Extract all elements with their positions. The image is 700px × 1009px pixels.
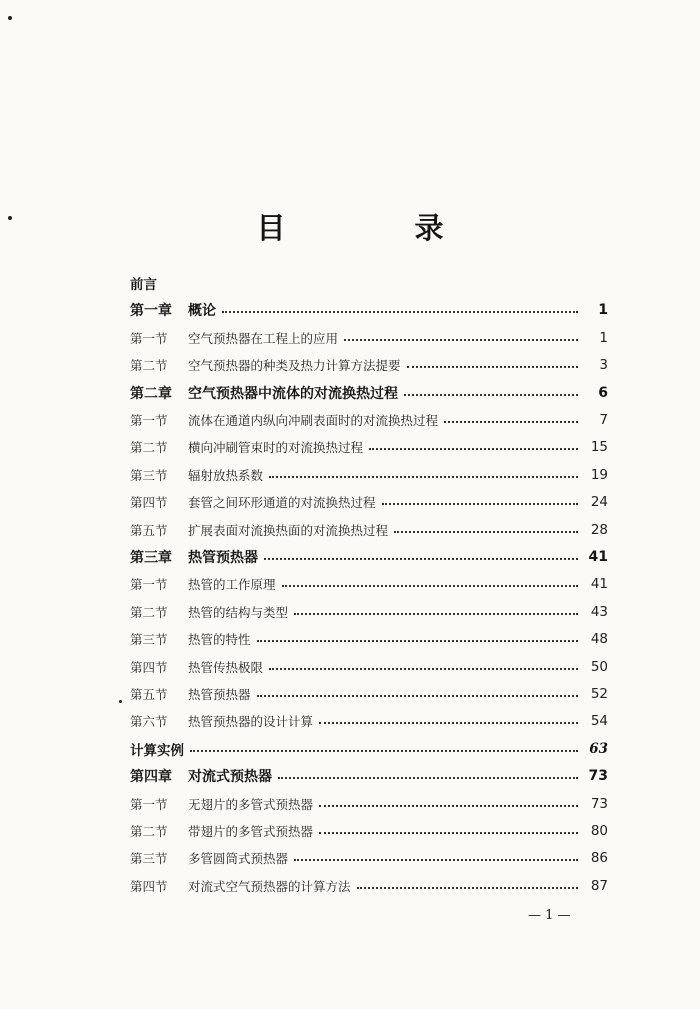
toc-entry-title: 空气预热器中流体的对流换热过程 bbox=[188, 385, 398, 402]
toc-section-entry bbox=[130, 573, 608, 595]
toc-chapter-entry bbox=[130, 382, 608, 404]
toc-leader-dots bbox=[319, 832, 578, 834]
toc-entry-label: 第二节 bbox=[130, 824, 168, 839]
toc-leader-dots bbox=[264, 558, 578, 560]
toc-leader-dots bbox=[319, 805, 578, 807]
toc-entry-page: 50 bbox=[590, 658, 608, 675]
toc-entry-page: 41 bbox=[588, 549, 608, 565]
toc-entry-title: 热管预热器 bbox=[188, 550, 258, 566]
toc-section-entry bbox=[130, 601, 608, 623]
toc-entry-label: 第二节 bbox=[130, 604, 168, 620]
toc-leader-dots bbox=[222, 311, 578, 313]
toc-entry-page: 63 bbox=[589, 740, 608, 757]
toc-section-entry bbox=[130, 491, 608, 513]
toc-section-entry bbox=[130, 656, 608, 678]
toc-section-entry bbox=[130, 710, 608, 732]
toc-entry-page: 73 bbox=[590, 795, 608, 812]
toc-entry-label: 第一节 bbox=[130, 330, 168, 346]
toc-entry-title: 横向冲刷管束时的对流换热过程 bbox=[188, 440, 364, 456]
toc-leader-dots bbox=[257, 640, 578, 642]
toc-entry-label: 第六节 bbox=[130, 714, 168, 730]
toc-entry-label: 第一节 bbox=[130, 796, 168, 812]
toc-entry-page: 48 bbox=[590, 631, 608, 648]
toc-entry-page: 3 bbox=[599, 357, 608, 374]
toc-entry-page: 1 bbox=[599, 329, 608, 346]
toc-leader-dots bbox=[282, 585, 578, 587]
toc-entry-label: 第四章 bbox=[130, 769, 172, 786]
toc-entry-title: 热管的结构与类型 bbox=[188, 604, 289, 620]
toc-section-entry bbox=[130, 436, 608, 458]
toc-leader-dots bbox=[357, 887, 578, 889]
toc-entry-title: 辐射放热系数 bbox=[188, 467, 264, 483]
toc-section-entry bbox=[130, 519, 608, 541]
toc-leader-dots bbox=[382, 503, 578, 505]
toc-leader-dots bbox=[404, 394, 578, 396]
toc-entry-label: 第五节 bbox=[130, 522, 168, 538]
toc-section-entry bbox=[130, 464, 608, 486]
toc-entry-title: 空气预热器的种类及热力计算方法提要 bbox=[188, 358, 401, 374]
toc-leader-dots bbox=[444, 421, 578, 423]
toc-entry-title: 对流式空气预热器的计算方法 bbox=[188, 878, 351, 894]
toc-entry-label: 第三节 bbox=[130, 632, 168, 648]
toc-entry-page: 24 bbox=[590, 494, 608, 511]
toc-entry-title: 扩展表面对流换热面的对流换热过程 bbox=[188, 522, 389, 538]
toc-entry-page: 6 bbox=[598, 384, 608, 401]
toc-section-entry bbox=[130, 628, 608, 650]
toc-entry-label: 第四节 bbox=[130, 878, 168, 894]
toc-entry-title: 套管之间环形通道的对流换热过程 bbox=[188, 495, 376, 511]
toc-leader-dots bbox=[369, 448, 578, 450]
scan-speck bbox=[119, 700, 122, 703]
toc-leader-dots bbox=[257, 695, 578, 697]
toc-chapter-entry bbox=[130, 299, 608, 321]
toc-entry-label: 第三章 bbox=[130, 550, 172, 566]
toc-entry-title: 带翅片的多管式预热器 bbox=[188, 824, 314, 839]
toc-entry-label: 第一章 bbox=[130, 303, 172, 320]
toc-entry-label: 第三节 bbox=[130, 467, 168, 483]
toc-entry-label: 第二节 bbox=[130, 358, 168, 374]
toc-section-entry bbox=[130, 327, 608, 349]
toc-entry-title: 热管预热器 bbox=[188, 687, 251, 702]
toc-entry-title: 计算实例 bbox=[130, 742, 184, 759]
toc-section-entry bbox=[130, 409, 608, 431]
toc-entry-title: 热管的工作原理 bbox=[188, 577, 276, 593]
toc-chapter-entry bbox=[130, 546, 608, 568]
toc-section-entry bbox=[130, 354, 608, 376]
toc-entry-page: 1 bbox=[598, 302, 608, 319]
toc-entry-page: 41 bbox=[590, 576, 608, 593]
toc-section-entry bbox=[130, 683, 608, 705]
toc-leader-dots bbox=[407, 366, 578, 368]
toc-leader-dots bbox=[394, 531, 578, 533]
toc-entry-label: 第三节 bbox=[130, 851, 168, 867]
toc-entry-page: 73 bbox=[588, 768, 608, 785]
toc-entry-page: 54 bbox=[590, 713, 608, 730]
page-number: — 1 — bbox=[528, 908, 571, 923]
toc-leader-dots bbox=[269, 668, 578, 670]
toc-entry-title: 热管的特性 bbox=[188, 632, 251, 648]
page-title: 目 录 bbox=[256, 211, 494, 245]
toc-entry-title: 热管传热极限 bbox=[188, 659, 264, 675]
toc-leader-dots bbox=[294, 859, 578, 861]
toc-section-entry bbox=[130, 847, 608, 869]
toc-entry-title: 多管圆筒式预热器 bbox=[188, 851, 289, 867]
toc-entry-page: 86 bbox=[590, 850, 608, 867]
toc-entry-title: 前言 bbox=[130, 277, 157, 293]
toc-entry-label: 第一节 bbox=[130, 413, 168, 428]
toc-entry-page: 15 bbox=[590, 439, 608, 456]
toc-entry-page: 52 bbox=[590, 686, 608, 702]
toc-entry-label: 第五节 bbox=[130, 687, 168, 702]
toc-leader-dots bbox=[278, 777, 578, 779]
toc-section-entry bbox=[130, 875, 608, 897]
toc-entry-page: 43 bbox=[590, 603, 608, 620]
toc-entry bbox=[130, 738, 608, 760]
toc-entry-title: 空气预热器在工程上的应用 bbox=[188, 330, 339, 346]
toc-section-entry bbox=[130, 820, 608, 842]
toc-entry-title: 无翅片的多管式预热器 bbox=[188, 796, 314, 812]
toc-entry-label: 第二章 bbox=[130, 385, 172, 402]
toc-entry-label: 第一节 bbox=[130, 577, 168, 593]
toc-entry bbox=[130, 272, 608, 294]
toc-entry-page: 28 bbox=[590, 521, 608, 538]
toc-entry-page: 87 bbox=[590, 877, 608, 894]
toc-entry-page: 80 bbox=[590, 823, 608, 839]
scan-speck bbox=[8, 16, 12, 20]
toc-entry-label: 第四节 bbox=[130, 495, 168, 511]
toc-entry-title: 概论 bbox=[188, 303, 216, 320]
toc-entry-label: 第四节 bbox=[130, 659, 168, 675]
toc-leader-dots bbox=[319, 722, 578, 724]
toc-entry-title: 对流式预热器 bbox=[188, 769, 272, 786]
toc-chapter-entry bbox=[130, 765, 608, 787]
toc-entry-page: 19 bbox=[590, 466, 608, 483]
toc-entry-title: 热管预热器的设计计算 bbox=[188, 714, 314, 730]
toc-leader-dots bbox=[344, 339, 578, 341]
toc-entry-page: 7 bbox=[599, 412, 608, 428]
toc-leader-dots bbox=[294, 613, 578, 615]
toc-entry-label: 第二节 bbox=[130, 440, 168, 456]
toc-section-entry bbox=[130, 793, 608, 815]
toc-leader-dots bbox=[269, 476, 578, 478]
toc-leader-dots bbox=[190, 750, 578, 752]
toc-entry-title: 流体在通道内纵向冲刷表面时的对流换热过程 bbox=[188, 413, 439, 428]
